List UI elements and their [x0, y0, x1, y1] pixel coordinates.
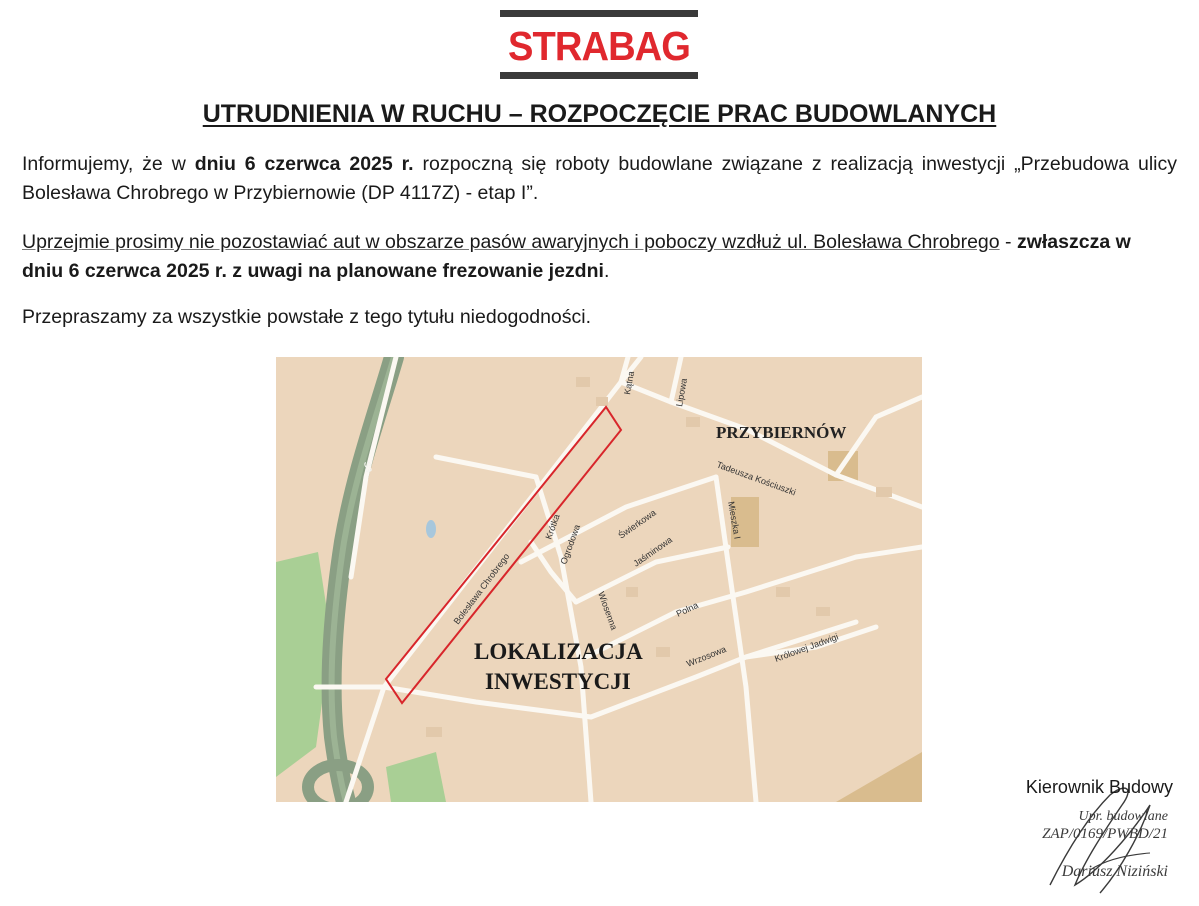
label-s3: S3	[362, 460, 374, 474]
logo-wordmark: STRABAG	[507, 23, 691, 69]
label-wiosenna: Wiosenna	[596, 590, 620, 632]
p2-bold: zwłaszcza w dniu 6 czerwca 2025 r. z uwagi na planowane frezowanie jezdni	[22, 231, 1131, 282]
label-jasminowa: Jaśminowa	[631, 534, 675, 569]
notice-title	[0, 98, 1199, 130]
logo-top-bar	[500, 10, 698, 17]
label-mieszka: Mieszka I	[726, 500, 743, 540]
map-canvas	[276, 357, 922, 802]
label-wrzosowa: Wrzosowa	[685, 643, 728, 669]
label-kosciuszki: Tadeusza Kościuszki	[715, 459, 798, 498]
paragraph-parking-request	[22, 228, 1177, 286]
label-investment-2: INWESTYCJI	[485, 669, 631, 694]
stamp-line-2: ZAP/0169/PWBD/21	[1042, 826, 1168, 842]
stamp-line-1: Upr. budowlane	[1078, 809, 1168, 824]
label-investment-1: LOKALIZACJA	[474, 639, 643, 664]
label-katna: Kątna	[622, 370, 637, 396]
building	[816, 607, 830, 616]
building	[576, 377, 590, 387]
building	[686, 417, 700, 427]
label-polna: Polna	[674, 600, 700, 619]
p1-text-1: Informujemy, że w	[22, 153, 195, 175]
building	[626, 587, 638, 597]
paragraph-apology: Przepraszamy za wszystkie powstałe z tego tytułu niedogodności.	[22, 306, 592, 328]
p1-date-bold: dniu 6 czerwca 2025 r.	[194, 153, 414, 175]
map-pond	[426, 520, 436, 538]
site-manager-title: Kierownik Budowy	[1025, 777, 1173, 797]
p2-text-1: Uprzejmie prosimy nie pozostawiać aut w obszarze pasów awaryjnych i poboczy wzdłuż ul. Bolesława Chrobrego	[22, 231, 1000, 253]
strabag-logo	[500, 10, 698, 80]
notice-title-text: UTRUDNIENIA W RUCHU – ROZPOCZĘCIE PRAC BUDOWLANYCH	[202, 100, 997, 128]
paragraph-start-date	[22, 150, 1177, 208]
p2-dash: -	[999, 231, 1017, 253]
label-lipowa: Lipowa	[674, 377, 689, 408]
p1-text-2: rozpoczną się roboty budowlane związane z realizacją inwestycji „Przebudowa ulicy Bolesława Chrobrego w Przybiernowie (DP 4117Z) - etap I”.	[22, 153, 1177, 204]
label-krotka: Krótka	[543, 512, 562, 541]
label-ogrodowa: Ogrodowa	[558, 523, 583, 566]
location-map	[276, 357, 922, 802]
building	[876, 487, 892, 497]
label-town: PRZYBIERNÓW	[716, 423, 847, 442]
logo-bottom-bar	[500, 72, 698, 79]
stamp-line-3: Dariusz Niziński	[1061, 863, 1168, 880]
label-chrobrego: Bolesława Chrobrego	[451, 551, 512, 627]
building	[596, 397, 608, 406]
label-swierkowa: Świerkowa	[616, 507, 658, 541]
building	[776, 587, 790, 597]
label-jadwigi: Królowej Jadwigi	[773, 631, 840, 664]
building	[426, 727, 442, 737]
building	[656, 647, 670, 657]
signature-block	[990, 775, 1190, 900]
p2-period: .	[603, 260, 610, 282]
